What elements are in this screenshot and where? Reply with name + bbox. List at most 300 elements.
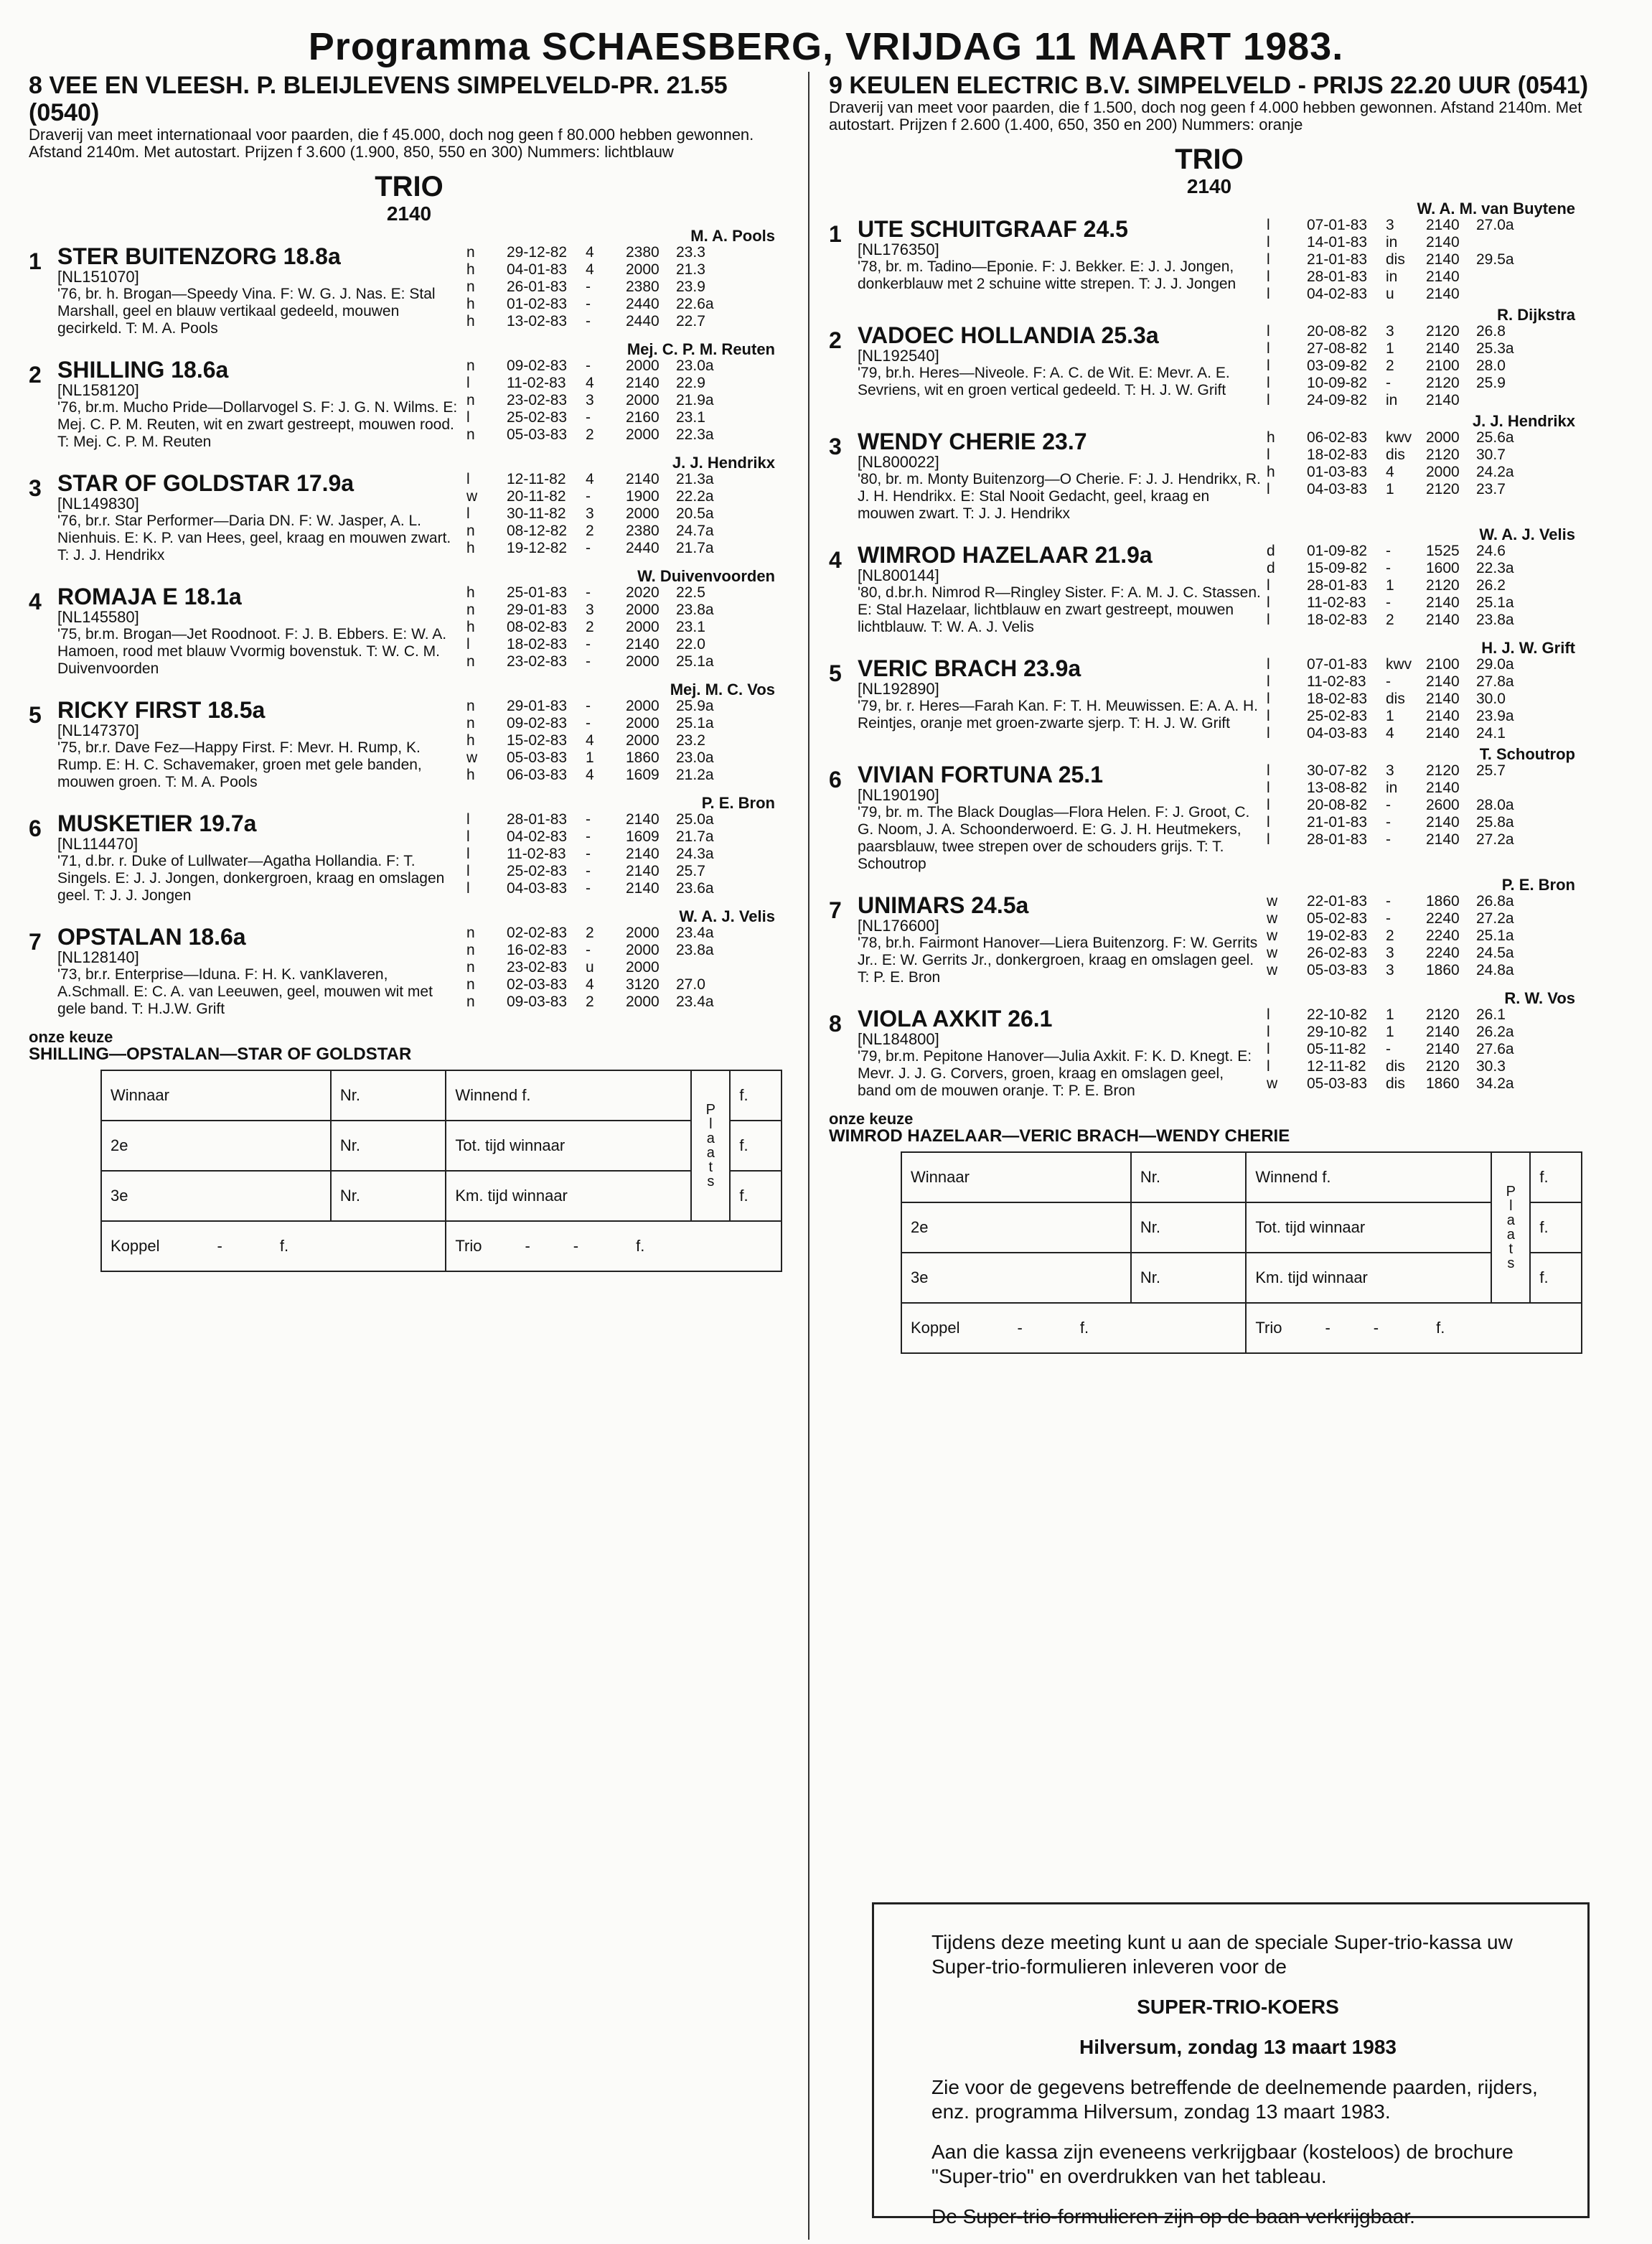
result-position: 3 bbox=[586, 602, 594, 618]
result-track: l bbox=[1267, 217, 1270, 233]
result-row bbox=[1267, 831, 1590, 848]
form-trio-f: f. bbox=[1436, 1319, 1445, 1337]
result-time: 23.4a bbox=[676, 994, 714, 1010]
result-distance: 2140 bbox=[1426, 673, 1460, 690]
result-time bbox=[1476, 234, 1534, 251]
result-row bbox=[466, 959, 789, 976]
result-track: h bbox=[1267, 464, 1275, 480]
horse-row bbox=[29, 471, 789, 564]
horse-trainer: W. A. J. Velis bbox=[679, 907, 775, 925]
result-distance: 2120 bbox=[1426, 323, 1460, 340]
result-time bbox=[676, 959, 733, 976]
result-distance: 3120 bbox=[626, 976, 660, 993]
horse-row bbox=[29, 584, 789, 678]
form-row-winner bbox=[101, 1070, 782, 1121]
result-distance: 2140 bbox=[626, 471, 660, 487]
result-time: 25.7 bbox=[1476, 762, 1506, 779]
horse-description: '79, br.h. Heres—Niveole. F: A. C. de Wit. E: Mevr. A. E. Sevriens, wit en groen vertical gedeeld. T: H. J. W. Grift bbox=[858, 365, 1230, 398]
race-heading: 9 KEULEN ELECTRIC B.V. SIMPELVELD - PRIJS 22.20 UUR (0541) bbox=[829, 72, 1589, 99]
notice-date: Hilversum, zondag 13 maart 1983 bbox=[1079, 2036, 1397, 2058]
horse-entry bbox=[829, 527, 1590, 636]
result-time bbox=[1476, 286, 1534, 303]
result-row bbox=[466, 540, 789, 557]
result-position: 2 bbox=[586, 994, 594, 1010]
result-date: 28-01-83 bbox=[1307, 831, 1368, 848]
result-track: w bbox=[1267, 1075, 1278, 1092]
result-position: kwv bbox=[1386, 656, 1412, 673]
result-row bbox=[466, 636, 789, 653]
result-track: l bbox=[1267, 814, 1270, 831]
result-track: w bbox=[466, 749, 478, 766]
result-date: 08-02-83 bbox=[507, 619, 568, 635]
result-track: d bbox=[1267, 560, 1275, 576]
horse-entry bbox=[829, 201, 1590, 303]
notice-intro: Tijdens deze meeting kunt u aan de speciale Super-trio-kassa uw Super-trio-formulieren inleveren voor de bbox=[931, 1931, 1513, 1978]
result-position: - bbox=[1386, 673, 1391, 690]
horse-code: [NL176350] bbox=[858, 240, 939, 258]
horse-results bbox=[461, 471, 789, 564]
horse-trainer: M. A. Pools bbox=[690, 227, 775, 245]
result-position: 1 bbox=[1386, 481, 1394, 497]
result-date: 21-01-83 bbox=[1307, 251, 1368, 268]
result-distance: 2000 bbox=[626, 392, 660, 408]
result-time bbox=[1476, 268, 1534, 286]
result-date: 05-02-83 bbox=[1307, 910, 1368, 927]
result-date: 20-11-82 bbox=[507, 488, 566, 505]
form-trio-label: Trio bbox=[1255, 1319, 1282, 1337]
result-time: 22.3a bbox=[676, 426, 714, 443]
race-8-column bbox=[29, 72, 789, 1272]
result-time: 30.3 bbox=[1476, 1058, 1506, 1075]
result-track: h bbox=[466, 296, 475, 312]
form-trio-dash: - bbox=[525, 1237, 530, 1255]
result-time: 24.8a bbox=[1476, 962, 1514, 978]
result-distance: 1860 bbox=[626, 749, 660, 766]
result-date: 05-03-83 bbox=[507, 426, 568, 443]
result-distance: 2120 bbox=[1426, 447, 1460, 463]
result-row bbox=[1267, 656, 1590, 673]
result-track: l bbox=[1267, 1006, 1270, 1023]
horse-number: 1 bbox=[829, 221, 842, 247]
horse-trainer: R. Dijkstra bbox=[1497, 306, 1575, 324]
result-distance: 2240 bbox=[1426, 910, 1460, 927]
form-nr-label: Nr. bbox=[331, 1070, 446, 1121]
result-position: dis bbox=[1386, 251, 1405, 268]
result-row bbox=[466, 942, 789, 959]
result-time: 25.1a bbox=[1476, 927, 1514, 944]
horse-trainer: W. A. M. van Buytene bbox=[1417, 200, 1575, 218]
result-position: - bbox=[586, 488, 591, 505]
result-row bbox=[1267, 1041, 1590, 1058]
result-row bbox=[466, 653, 789, 670]
horse-row bbox=[829, 217, 1590, 303]
result-track: l bbox=[1267, 577, 1270, 594]
result-row bbox=[1267, 673, 1590, 691]
form-nr-label: Nr. bbox=[331, 1121, 446, 1171]
result-time: 23.8a bbox=[676, 942, 714, 958]
result-position: 4 bbox=[586, 976, 594, 993]
result-position: u bbox=[586, 959, 594, 976]
result-row bbox=[1267, 447, 1590, 464]
horse-description: '76, br.r. Star Performer—Daria DN. F: W. Jasper, A. L. Nienhuis. E: K. P. van Hees, geel, kraag en mouwen zwart. T: J. J. Hendrikx bbox=[57, 513, 451, 564]
horse-number: 3 bbox=[829, 434, 842, 459]
result-date: 04-03-83 bbox=[1307, 481, 1368, 497]
result-position: dis bbox=[1386, 1058, 1405, 1075]
form-winner-label: Winnaar bbox=[101, 1070, 331, 1121]
result-date: 26-02-83 bbox=[1307, 945, 1368, 961]
result-row bbox=[466, 767, 789, 784]
result-row bbox=[1267, 392, 1590, 409]
horse-number: 2 bbox=[829, 327, 842, 353]
horse-entry bbox=[29, 909, 789, 1018]
result-row bbox=[466, 698, 789, 715]
result-time: 26.2a bbox=[1476, 1024, 1514, 1040]
result-date: 05-11-82 bbox=[1307, 1041, 1366, 1057]
result-date: 30-11-82 bbox=[507, 505, 566, 522]
result-position: 1 bbox=[586, 749, 594, 766]
result-position: - bbox=[586, 279, 591, 295]
result-row bbox=[1267, 708, 1590, 725]
horse-results bbox=[461, 811, 789, 904]
result-position: dis bbox=[1386, 691, 1405, 707]
horse-row bbox=[829, 323, 1590, 409]
result-position: 4 bbox=[586, 375, 594, 391]
result-distance: 2380 bbox=[626, 523, 660, 539]
result-distance: 1609 bbox=[626, 828, 660, 845]
result-distance: 2000 bbox=[626, 732, 660, 749]
form-trio-label: Trio bbox=[455, 1237, 482, 1255]
result-distance: 2120 bbox=[1426, 481, 1460, 497]
horse-info bbox=[858, 323, 1261, 409]
result-row bbox=[1267, 927, 1590, 945]
result-date: 01-09-82 bbox=[1307, 543, 1368, 559]
form-f-3: f. bbox=[1530, 1253, 1582, 1303]
result-track: h bbox=[466, 313, 475, 329]
form-koppel-label: Koppel bbox=[911, 1319, 960, 1337]
horse-results bbox=[1261, 762, 1590, 873]
result-date: 22-10-82 bbox=[1307, 1006, 1368, 1023]
result-time: 25.0a bbox=[676, 811, 714, 828]
horse-description: '79, br.m. Pepitone Hanover—Julia Axkit. F: K. D. Knegt. E: Mevr. J. J. G. Corvers, groen, kraag en omslagen geel, band om de mouwen oranje. T: P. E. Bron bbox=[858, 1048, 1252, 1099]
result-date: 22-01-83 bbox=[1307, 893, 1368, 910]
result-distance: 2020 bbox=[626, 584, 660, 601]
result-row bbox=[466, 505, 789, 523]
result-date: 25-01-83 bbox=[507, 584, 568, 601]
result-distance: 2140 bbox=[626, 846, 660, 862]
result-position: - bbox=[1386, 910, 1391, 927]
result-position: 4 bbox=[586, 732, 594, 749]
result-date: 26-01-83 bbox=[507, 279, 568, 295]
result-distance: 2000 bbox=[626, 357, 660, 374]
result-row bbox=[1267, 1058, 1590, 1075]
result-row bbox=[1267, 1006, 1590, 1024]
horse-info bbox=[858, 1006, 1261, 1100]
result-distance: 2000 bbox=[1426, 464, 1460, 480]
result-time: 25.1a bbox=[676, 715, 714, 731]
result-row bbox=[1267, 340, 1590, 357]
result-time: 22.0 bbox=[676, 636, 705, 653]
result-row bbox=[1267, 893, 1590, 910]
result-time: 28.0a bbox=[1476, 797, 1514, 813]
result-time: 23.9 bbox=[676, 279, 705, 295]
result-row bbox=[1267, 1075, 1590, 1093]
result-time: 26.8 bbox=[1476, 323, 1506, 340]
form-koppel-cell bbox=[101, 1221, 446, 1271]
horse-info bbox=[858, 762, 1261, 873]
horse-info bbox=[858, 217, 1261, 303]
result-row bbox=[1267, 612, 1590, 629]
result-position: - bbox=[586, 811, 591, 828]
result-position: 3 bbox=[1386, 945, 1394, 961]
result-date: 05-03-83 bbox=[1307, 962, 1368, 978]
column-divider bbox=[808, 72, 809, 2240]
result-distance: 2140 bbox=[626, 636, 660, 653]
form-trio-f: f. bbox=[636, 1237, 645, 1255]
result-time: 27.0 bbox=[676, 976, 705, 993]
form-nr-label: Nr. bbox=[331, 1171, 446, 1221]
result-distance: 2140 bbox=[626, 880, 660, 897]
horse-name: STER BUITENZORG 18.8a bbox=[57, 243, 341, 269]
result-position: 4 bbox=[586, 261, 594, 278]
race-9-column bbox=[829, 72, 1590, 1354]
horse-description: '79, br. m. The Black Douglas—Flora Helen. F: J. Groot, C. G. Noom, J. A. Schoonderwoerd. E: G. J. H. Heutmekers, paarsblauw, twee strepen over de schouders grijs. T: T. Schoutrop bbox=[858, 804, 1250, 872]
result-position: in bbox=[1386, 268, 1398, 285]
result-time: 22.7 bbox=[676, 313, 705, 329]
horse-description: '73, br.r. Enterprise—Iduna. F: H. K. vanKlaveren, A.Schmall. E: C. A. van Leeuwen, geel, mouwen wit met gele band. T: H.J.W. Grift bbox=[57, 966, 433, 1017]
result-date: 18-02-83 bbox=[1307, 612, 1368, 628]
horse-results bbox=[1261, 656, 1590, 742]
result-distance: 2000 bbox=[626, 925, 660, 941]
result-date: 10-09-82 bbox=[1307, 375, 1368, 391]
form-tot-tijd-label: Tot. tijd winnaar bbox=[446, 1121, 691, 1171]
horse-number: 5 bbox=[29, 702, 42, 728]
horse-name: UTE SCHUITGRAAF 24.5 bbox=[858, 216, 1128, 242]
result-distance: 2000 bbox=[626, 653, 660, 670]
result-distance: 2140 bbox=[1426, 725, 1460, 742]
horse-description: '78, br.h. Fairmont Hanover—Liera Buitenzorg. F: W. Gerrits Jr.. E: W. Gerrits Jr., donkergroen, kraag en omslagen geel. T: P. E. Bron bbox=[858, 935, 1258, 986]
result-distance: 2240 bbox=[1426, 945, 1460, 961]
result-track: w bbox=[1267, 962, 1278, 978]
horse-results bbox=[1261, 893, 1590, 986]
result-distance: 1900 bbox=[626, 488, 660, 505]
result-distance: 2120 bbox=[1426, 1058, 1460, 1075]
horse-entry bbox=[29, 682, 789, 791]
result-time: 27.2a bbox=[1476, 910, 1514, 927]
result-distance: 2140 bbox=[1426, 831, 1460, 848]
horse-row bbox=[829, 429, 1590, 523]
result-distance: 2140 bbox=[626, 863, 660, 879]
result-time: 26.2 bbox=[1476, 577, 1506, 594]
result-position: - bbox=[1386, 543, 1391, 559]
horse-results bbox=[1261, 217, 1590, 303]
result-track: l bbox=[1267, 594, 1270, 611]
result-distance: 2140 bbox=[1426, 251, 1460, 268]
result-track: n bbox=[466, 976, 475, 993]
result-track: n bbox=[466, 357, 475, 374]
form-third-label: 3e bbox=[101, 1171, 331, 1221]
result-time: 23.1 bbox=[676, 409, 705, 426]
result-position: 2 bbox=[1386, 357, 1394, 374]
horse-entry bbox=[829, 413, 1590, 523]
race-heading: 8 VEE EN VLEESH. P. BLEIJLEVENS SIMPELVELD-PR. 21.55 (0540) bbox=[29, 72, 728, 126]
result-distance: 2120 bbox=[1426, 375, 1460, 391]
result-row bbox=[466, 261, 789, 279]
result-row bbox=[1267, 323, 1590, 340]
result-row bbox=[1267, 560, 1590, 577]
form-koppel-f: f. bbox=[1079, 1319, 1089, 1337]
result-time bbox=[1476, 392, 1534, 409]
horse-entry bbox=[29, 795, 789, 904]
result-track: w bbox=[1267, 893, 1278, 910]
result-position: - bbox=[1386, 375, 1391, 391]
horse-results bbox=[461, 244, 789, 337]
result-track: l bbox=[466, 375, 470, 391]
result-position: 3 bbox=[1386, 323, 1394, 340]
result-position: 2 bbox=[1386, 612, 1394, 628]
result-distance: 2140 bbox=[1426, 780, 1460, 796]
result-track: l bbox=[466, 636, 470, 653]
result-time: 34.2a bbox=[1476, 1075, 1514, 1092]
result-position: - bbox=[586, 313, 591, 329]
result-date: 14-01-83 bbox=[1307, 234, 1368, 251]
keuze-label: onze keuze bbox=[29, 1028, 113, 1046]
result-time: 24.2a bbox=[1476, 464, 1514, 480]
horse-row bbox=[829, 543, 1590, 636]
horse-trainer: R. W. Vos bbox=[1504, 989, 1575, 1007]
result-date: 05-03-83 bbox=[1307, 1075, 1368, 1092]
horse-description: '71, d.br. r. Duke of Lullwater—Agatha Hollandia. F: T. Singels. E: J. J. Jongen, donkergroen, kraag en omslagen geel. T: J. J. Jongen bbox=[57, 853, 445, 904]
result-time: 23.2 bbox=[676, 732, 705, 749]
result-distance: 2100 bbox=[1426, 656, 1460, 673]
result-position: 1 bbox=[1386, 708, 1394, 724]
result-time: 29.5a bbox=[1476, 251, 1514, 268]
result-position: kwv bbox=[1386, 429, 1412, 446]
result-track: l bbox=[1267, 1058, 1270, 1075]
horse-results bbox=[461, 698, 789, 791]
result-track: n bbox=[466, 925, 475, 941]
tote-form-table bbox=[901, 1151, 1582, 1354]
result-track: h bbox=[466, 732, 475, 749]
horse-entry bbox=[829, 747, 1590, 873]
form-second-label: 2e bbox=[101, 1121, 331, 1171]
result-distance: 2600 bbox=[1426, 797, 1460, 813]
result-date: 28-01-83 bbox=[1307, 577, 1368, 594]
result-track: l bbox=[1267, 797, 1270, 813]
result-track: l bbox=[1267, 323, 1270, 340]
page-title: Programma SCHAESBERG, VRIJDAG 11 MAART 1983. bbox=[308, 25, 1344, 68]
result-time: 23.8a bbox=[676, 602, 714, 618]
horse-info bbox=[57, 925, 461, 1018]
result-position: 2 bbox=[586, 523, 594, 539]
result-row bbox=[1267, 217, 1590, 234]
result-time: 25.3a bbox=[1476, 340, 1514, 357]
horse-description: '75, br.m. Brogan—Jet Roodnoot. F: J. B. Ebbers. E: W. A. Hamoen, rood met blauw Vvormig bovenstuk. T: W. C. M. Duivenvoorden bbox=[57, 626, 447, 677]
result-distance: 2140 bbox=[1426, 392, 1460, 408]
result-track: n bbox=[466, 653, 475, 670]
result-time: 21.3 bbox=[676, 261, 705, 278]
race-distance: 2140 bbox=[1186, 175, 1232, 197]
result-time: 30.0 bbox=[1476, 691, 1506, 707]
result-date: 09-02-83 bbox=[507, 715, 568, 731]
form-f-1: f. bbox=[730, 1070, 782, 1121]
result-distance: 2140 bbox=[626, 811, 660, 828]
result-distance: 2000 bbox=[626, 715, 660, 731]
horse-entry bbox=[29, 228, 789, 337]
result-position: 1 bbox=[1386, 340, 1394, 357]
result-distance: 2140 bbox=[1426, 691, 1460, 707]
result-date: 04-02-83 bbox=[1307, 286, 1368, 302]
result-row bbox=[466, 846, 789, 863]
horse-description: '80, d.br.h. Nimrod R—Ringley Sister. F: A. M. J. C. Stassen. E: Stal Hazelaar, lichtblauw en zwart gestreept, mouwen lichtblauw. T: W. A. J. Velis bbox=[858, 584, 1261, 635]
result-track: w bbox=[1267, 910, 1278, 927]
result-row bbox=[1267, 910, 1590, 927]
result-position: in bbox=[1386, 780, 1398, 796]
result-track: w bbox=[466, 488, 478, 505]
form-koppel-f: f. bbox=[279, 1237, 289, 1255]
result-time: 28.0 bbox=[1476, 357, 1506, 374]
result-time: 26.1 bbox=[1476, 1006, 1506, 1023]
result-date: 13-02-83 bbox=[507, 313, 568, 329]
result-row bbox=[466, 749, 789, 767]
result-row bbox=[466, 296, 789, 313]
result-track: d bbox=[1267, 543, 1275, 559]
horse-number: 1 bbox=[29, 248, 42, 274]
result-date: 20-08-82 bbox=[1307, 797, 1368, 813]
horse-name: STAR OF GOLDSTAR 17.9a bbox=[57, 470, 355, 496]
result-distance: 1860 bbox=[1426, 1075, 1460, 1092]
horse-name: VIVIAN FORTUNA 25.1 bbox=[858, 762, 1103, 787]
result-track: n bbox=[466, 715, 475, 731]
result-track: l bbox=[1267, 234, 1270, 251]
result-time: 21.2a bbox=[676, 767, 714, 783]
result-track: l bbox=[1267, 673, 1270, 690]
result-date: 06-02-83 bbox=[1307, 429, 1368, 446]
result-date: 28-01-83 bbox=[507, 811, 568, 828]
result-date: 23-02-83 bbox=[507, 392, 568, 408]
result-time: 21.3a bbox=[676, 471, 714, 487]
horse-info bbox=[57, 471, 461, 564]
result-distance: 2000 bbox=[626, 261, 660, 278]
result-date: 25-02-83 bbox=[507, 863, 568, 879]
result-row bbox=[1267, 691, 1590, 708]
result-track: l bbox=[1267, 392, 1270, 408]
result-position: 2 bbox=[586, 619, 594, 635]
result-distance: 2140 bbox=[1426, 340, 1460, 357]
result-position: - bbox=[586, 409, 591, 426]
result-distance: 2140 bbox=[1426, 234, 1460, 251]
race-type: TRIO bbox=[375, 171, 443, 202]
result-time: 25.9 bbox=[1476, 375, 1506, 391]
result-date: 24-09-82 bbox=[1307, 392, 1368, 408]
result-date: 05-03-83 bbox=[507, 749, 568, 766]
result-time: 24.7a bbox=[676, 523, 714, 539]
horse-entry bbox=[29, 342, 789, 451]
horse-results bbox=[461, 357, 789, 451]
result-position: - bbox=[1386, 831, 1391, 848]
horse-info bbox=[858, 656, 1261, 742]
horse-entry bbox=[29, 569, 789, 678]
horse-name: VIOLA AXKIT 26.1 bbox=[858, 1006, 1053, 1032]
result-date: 09-02-83 bbox=[507, 357, 568, 374]
form-koppel-dash: - bbox=[217, 1237, 222, 1255]
result-position: dis bbox=[1386, 447, 1405, 463]
result-position: 3 bbox=[586, 505, 594, 522]
horse-description: '78, br. m. Tadino—Eponie. F: J. Bekker. E: J. J. Jongen, donkerblauw met 2 schuine witte strepen. T: J. J. Jongen bbox=[858, 258, 1236, 292]
result-position: - bbox=[1386, 797, 1391, 813]
form-nr-label: Nr. bbox=[1131, 1202, 1246, 1253]
horse-name: OPSTALAN 18.6a bbox=[57, 924, 246, 950]
result-time: 21.9a bbox=[676, 392, 714, 408]
